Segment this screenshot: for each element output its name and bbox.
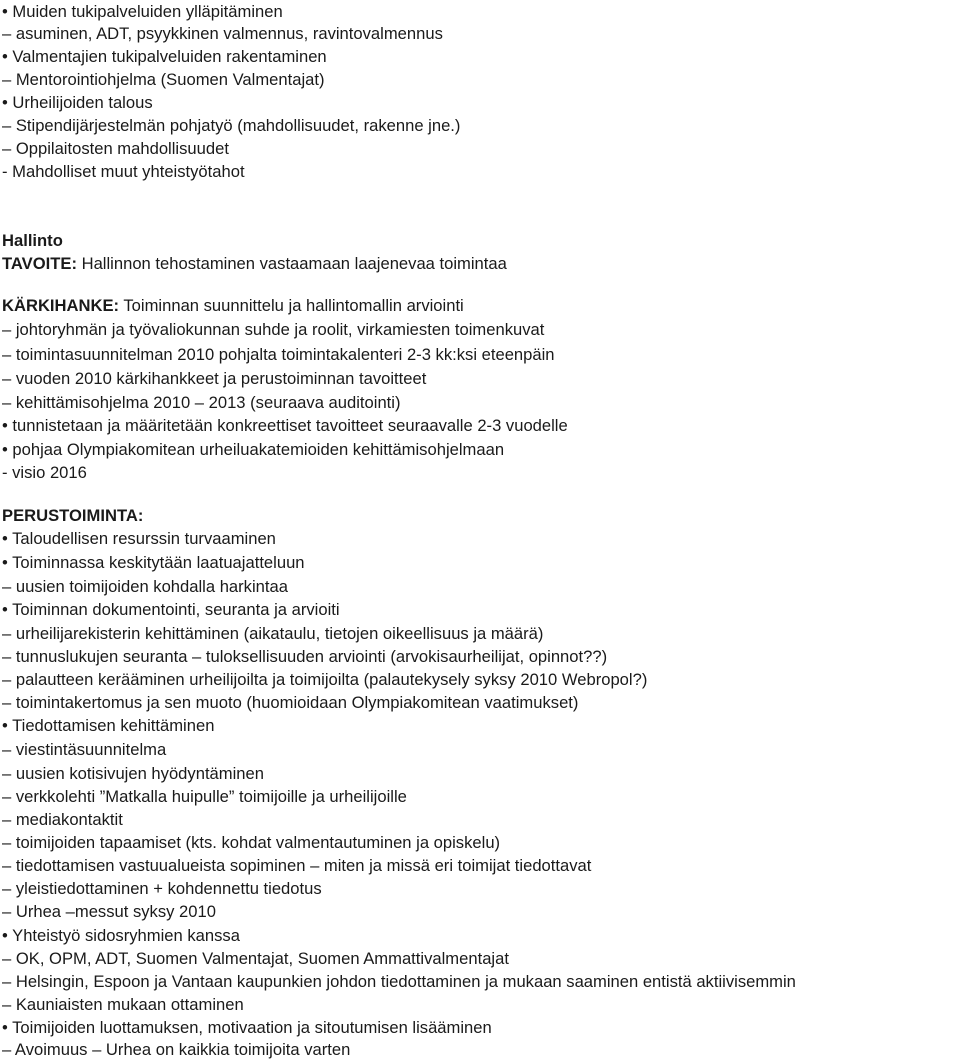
list-item: – verkkolehti ”Matkalla huipulle” toimijoille ja urheilijoille: [2, 787, 407, 806]
list-item: – kehittämisohjelma 2010 – 2013 (seuraava auditointi): [2, 393, 401, 412]
list-item: – asuminen, ADT, psyykkinen valmennus, ravintovalmennus: [2, 24, 443, 43]
section-heading-perustoiminta: PERUSTOIMINTA:: [2, 506, 144, 525]
list-item: – Oppilaitosten mahdollisuudet: [2, 139, 229, 158]
list-item: – viestintäsuunnitelma: [2, 740, 167, 759]
list-item: – OK, OPM, ADT, Suomen Valmentajat, Suomen Ammattivalmentajat: [2, 949, 509, 968]
list-item: – johtoryhmän ja työvaliokunnan suhde ja roolit, virkamiesten toimenkuvat: [2, 320, 545, 339]
list-item: – mediakontaktit: [2, 810, 123, 829]
section-heading-hallinto: Hallinto: [2, 231, 63, 250]
karkihanke-label: KÄRKIHANKE:: [2, 296, 120, 315]
list-item: • Muiden tukipalveluiden ylläpitäminen: [2, 2, 283, 21]
list-item: • Tiedottamisen kehittäminen: [2, 716, 215, 735]
list-item: • pohjaa Olympiakomitean urheiluakatemioiden kehittämisohjelmaan: [2, 440, 505, 459]
list-item: – Avoimuus – Urhea on kaikkia toimijoita varten: [2, 1040, 351, 1059]
list-item: – Helsingin, Espoon ja Vantaan kaupunkien johdon tiedottaminen ja mukaan saaminen entistä aktiivisemmin: [2, 972, 796, 991]
list-item: – tunnuslukujen seuranta – tuloksellisuuden arviointi (arvokisaurheilijat, opinnot??): [2, 647, 608, 666]
list-item: – yleistiedottaminen + kohdennettu tiedotus: [2, 879, 322, 898]
karkihanke-text: Toiminnan suunnittelu ja hallintomallin arviointi: [119, 296, 464, 315]
tavoite-line: [2, 254, 507, 274]
list-item: • Toimijoiden luottamuksen, motivaation ja sitoutumisen lisääminen: [2, 1018, 492, 1037]
list-item: – Stipendijärjestelmän pohjatyö (mahdollisuudet, rakenne jne.): [2, 116, 461, 135]
tavoite-label: TAVOITE:: [2, 254, 77, 273]
list-item: • Valmentajien tukipalveluiden rakentaminen: [2, 47, 327, 66]
list-item: – toimijoiden tapaamiset (kts. kohdat valmentautuminen ja opiskelu): [2, 833, 501, 852]
list-item: – toimintasuunnitelman 2010 pohjalta toimintakalenteri 2-3 kk:ksi eteenpäin: [2, 345, 555, 364]
list-item: • Yhteistyö sidosryhmien kanssa: [2, 926, 240, 945]
list-item: • Toiminnan dokumentointi, seuranta ja arvioiti: [2, 600, 340, 619]
list-item: • Toiminnassa keskitytään laatuajatteluun: [2, 553, 305, 572]
list-item: - visio 2016: [2, 463, 87, 482]
list-item: – Kauniaisten mukaan ottaminen: [2, 995, 244, 1014]
list-item: - Mahdolliset muut yhteistyötahot: [2, 162, 245, 181]
karkihanke-line: [2, 296, 464, 316]
list-item: – vuoden 2010 kärkihankkeet ja perustoiminnan tavoitteet: [2, 369, 427, 388]
list-item: • tunnistetaan ja määritetään konkreettiset tavoitteet seuraavalle 2-3 vuodelle: [2, 416, 568, 435]
list-item: • Taloudellisen resurssin turvaaminen: [2, 529, 276, 548]
list-item: – Urhea –messut syksy 2010: [2, 902, 216, 921]
list-item: – toimintakertomus ja sen muoto (huomioidaan Olympiakomitean vaatimukset): [2, 693, 579, 712]
list-item: – palautteen kerääminen urheilijoilta ja toimijoilta (palautekysely syksy 2010 Webropol?): [2, 670, 648, 689]
tavoite-text: Hallinnon tehostaminen vastaamaan laajenevaa toimintaa: [76, 254, 507, 273]
list-item: – uusien toimijoiden kohdalla harkintaa: [2, 577, 288, 596]
list-item: – urheilijarekisterin kehittäminen (aikataulu, tietojen oikeellisuus ja määrä): [2, 624, 544, 643]
list-item: • Urheilijoiden talous: [2, 93, 153, 112]
list-item: – tiedottamisen vastuualueista sopiminen – miten ja missä eri toimijat tiedottavat: [2, 856, 592, 875]
list-item: – uusien kotisivujen hyödyntäminen: [2, 764, 264, 783]
list-item: – Mentorointiohjelma (Suomen Valmentajat): [2, 70, 325, 89]
